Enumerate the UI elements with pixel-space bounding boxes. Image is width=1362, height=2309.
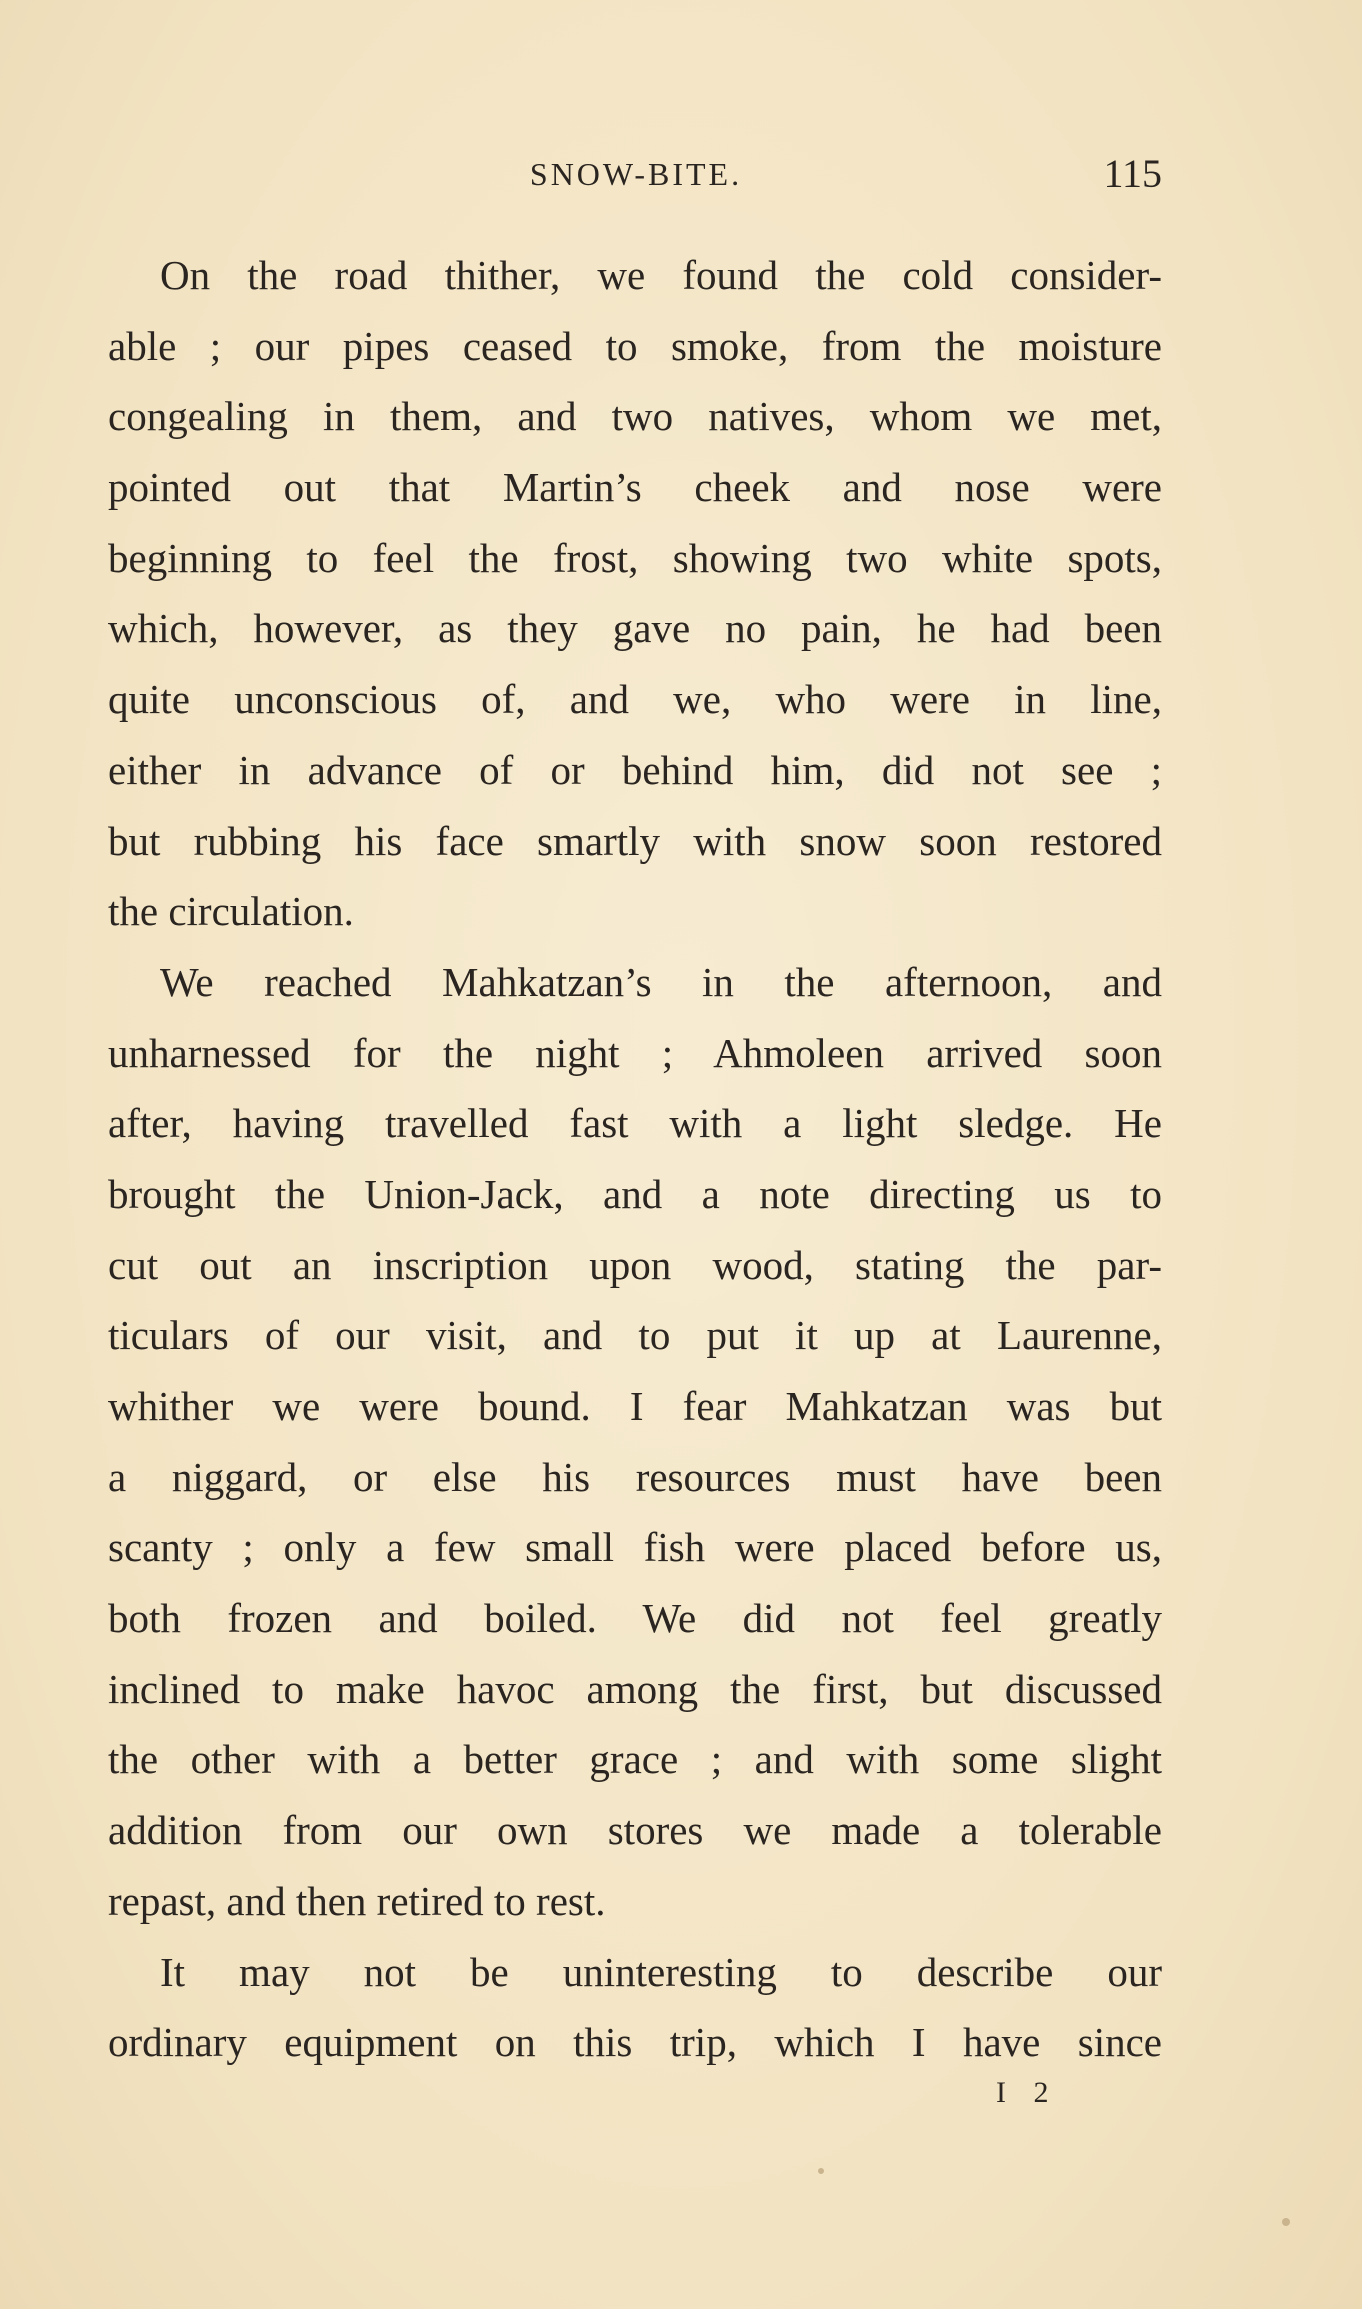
running-head bbox=[110, 150, 1162, 200]
text-line: which, however, as they gave no pain, he had been bbox=[108, 605, 1162, 652]
text-line: pointed out that Martin’s cheek and nose were bbox=[108, 464, 1162, 511]
text-line: repast, and then retired to rest. bbox=[108, 1877, 606, 1924]
text-line: unharnessed for the night ; Ahmoleen arrived soon bbox=[108, 1029, 1162, 1076]
body-text bbox=[108, 240, 1162, 2078]
text-line: We reached Mahkatzan’s in the afternoon, and bbox=[160, 958, 1162, 1005]
text-line: ordinary equipment on this trip, which I have since bbox=[108, 2019, 1162, 2066]
text-line: both frozen and boiled. We did not feel greatly bbox=[108, 1595, 1162, 1642]
running-title: SNOW-BITE. bbox=[529, 156, 743, 192]
text-line: quite unconscious of, and we, who were in line, bbox=[108, 676, 1162, 723]
text-line: a niggard, or else his resources must have been bbox=[108, 1453, 1162, 1500]
text-line: cut out an inscription upon wood, stating the par- bbox=[108, 1241, 1162, 1288]
text-line: inclined to make havoc among the first, but discussed bbox=[108, 1665, 1162, 1712]
text-line: brought the Union-Jack, and a note directing us to bbox=[108, 1170, 1162, 1217]
paper-speck bbox=[818, 2168, 824, 2174]
paper-speck bbox=[1282, 2218, 1290, 2226]
text-line: but rubbing his face smartly with snow soon restored bbox=[108, 817, 1162, 864]
text-line: ticulars of our visit, and to put it up at Laurenne, bbox=[108, 1312, 1162, 1359]
text-line: whither we were bound. I fear Mahkatzan was but bbox=[108, 1383, 1162, 1429]
text-line: after, having travelled fast with a light sledge. He bbox=[108, 1100, 1162, 1147]
page-number: 115 bbox=[1103, 151, 1162, 196]
text-line: It may not be uninteresting to describe our bbox=[160, 1948, 1162, 1995]
text-line: scanty ; only a few small fish were placed before us, bbox=[108, 1524, 1162, 1571]
text-line: the circulation. bbox=[108, 888, 354, 935]
text-line: On the road thither, we found the cold consider- bbox=[160, 252, 1162, 298]
text-line: the other with a better grace ; and with some slight bbox=[108, 1736, 1162, 1783]
text-line: beginning to feel the frost, showing two white spots, bbox=[108, 534, 1162, 581]
text-line: congealing in them, and two natives, whom we met, bbox=[108, 393, 1162, 440]
text-line: addition from our own stores we made a tolerable bbox=[108, 1807, 1162, 1854]
signature-mark: I 2 bbox=[996, 2076, 1059, 2109]
text-line: either in advance of or behind him, did not see ; bbox=[108, 746, 1162, 793]
text-line: able ; our pipes ceased to smoke, from the moisture bbox=[108, 322, 1162, 369]
